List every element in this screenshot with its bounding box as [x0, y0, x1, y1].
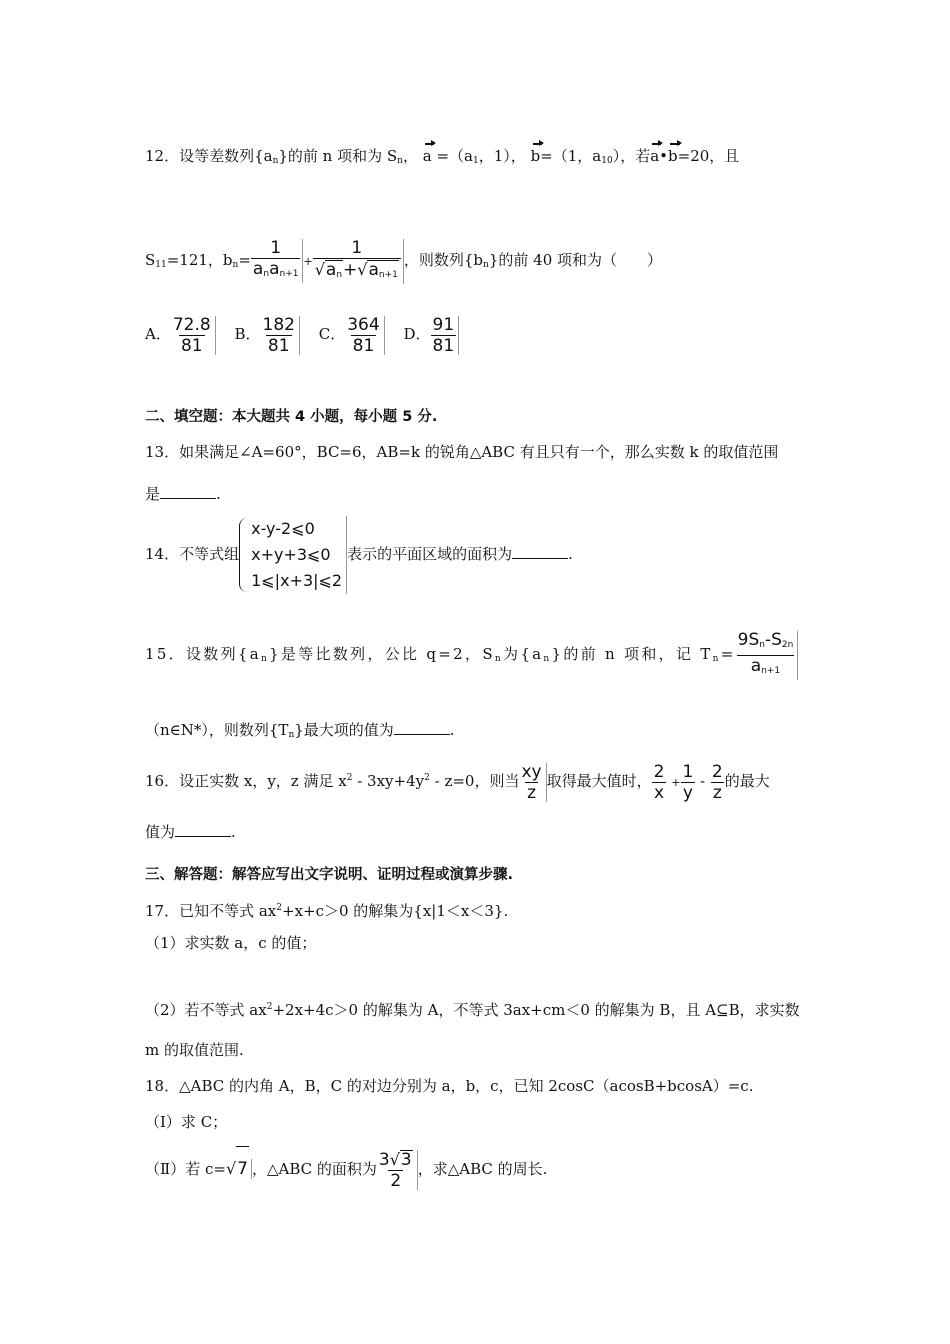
fraction-denominator — [251, 258, 301, 283]
answer-blank[interactable] — [394, 720, 450, 735]
q17-line3 — [145, 997, 800, 1020]
fraction-bn-part2 — [313, 239, 404, 284]
q18-line2: （Ⅰ）求 C； — [145, 1113, 228, 1131]
q17-text: +2x+4c＞0 的解集为 A，不等式 3ax+cm＜0 的解集为 B，且 A⊆B，求实数 — [272, 1001, 800, 1019]
fraction-denominator — [313, 258, 401, 284]
q15-sub: n — [543, 654, 552, 664]
q12-sub: n — [272, 156, 279, 166]
fraction-1-over-y — [680, 763, 695, 802]
q15-sub: n — [712, 654, 721, 664]
option-d[interactable] — [403, 312, 459, 356]
math-sub: n+1 — [761, 665, 781, 676]
fraction-numerator: 1 — [682, 761, 694, 782]
fraction-numerator: xy — [521, 761, 542, 782]
fraction-denominator: z — [712, 782, 722, 803]
sqrt-icon: √ — [314, 259, 325, 279]
q13-text: 是 — [145, 485, 161, 503]
q12-text: 12．设等差数列{a — [145, 147, 273, 165]
math-sub: n+1 — [378, 269, 398, 280]
option-fraction — [431, 316, 460, 355]
sqrt-icon: √ — [225, 1159, 237, 1178]
q16-text: 值为 — [145, 823, 176, 841]
math-symbol: -S — [764, 629, 782, 650]
fraction-xy-over-z — [519, 763, 546, 802]
q12-text: }的前 n 项和为 S — [278, 147, 398, 165]
q12-sub: n — [397, 156, 403, 166]
fraction-numerator: 91 — [432, 314, 455, 335]
dot-operator: • — [659, 147, 669, 165]
q16-text: 取得最大值时， — [546, 772, 652, 790]
fraction-numerator: 364 — [347, 314, 380, 335]
fraction-denominator: y — [682, 782, 693, 803]
q14-text: 表示的平面区域的面积为 — [347, 545, 513, 563]
q15-text: }的前 n 项和，记 T — [551, 645, 713, 663]
q18-text: ，△ABC 的面积为 — [251, 1160, 377, 1178]
q12-sub: 10 — [601, 156, 613, 166]
answer-blank[interactable] — [512, 544, 568, 559]
q16-text: . — [231, 823, 236, 841]
option-a[interactable] — [145, 312, 216, 356]
q15-text: （n∈N*），则数列{T — [145, 721, 289, 739]
q15-text: . — [449, 721, 455, 739]
sqrt-content — [367, 260, 398, 284]
option-label: D． — [403, 325, 431, 343]
q17-line2: （1）求实数 a，c 的值； — [145, 934, 317, 952]
q17-sup: 2 — [276, 903, 282, 913]
math-sub: n — [263, 269, 270, 279]
q15-sub: n — [494, 654, 504, 664]
fraction-bn-part1 — [251, 239, 304, 283]
fraction-tn — [736, 631, 799, 680]
q12-text: S — [145, 251, 156, 269]
q12-sub: 11 — [155, 260, 167, 270]
fraction-denominator: z — [527, 782, 536, 803]
option-label: A． — [145, 325, 171, 343]
vector-a: a — [423, 142, 432, 166]
math-symbol: a — [368, 259, 379, 280]
inequality-system — [239, 516, 347, 594]
q12-line1 — [145, 142, 739, 171]
math-sub: n — [336, 269, 343, 280]
option-fraction — [345, 316, 384, 355]
plus-sign: + — [343, 259, 358, 280]
q16-line2 — [145, 822, 236, 842]
fraction-denominator: 81 — [432, 335, 455, 356]
q16-text: 16．设正实数 x，y，z 满足 x — [145, 772, 347, 790]
q12-text: =（1，a — [540, 147, 602, 165]
q16-text: - z=0，则当 — [429, 772, 520, 790]
q16-text: 的最大 — [724, 772, 770, 790]
q15-text: = — [720, 645, 736, 663]
sqrt-icon: √ — [357, 259, 368, 279]
sqrt-icon: √ — [389, 1150, 400, 1169]
sqrt-content: 3 — [400, 1150, 412, 1170]
fraction-numerator — [736, 631, 796, 655]
vector-a: a — [650, 142, 659, 166]
q16-sup: 2 — [424, 773, 430, 783]
math-sub: n+1 — [279, 269, 299, 279]
q15-sub: n — [260, 654, 270, 664]
q13-line2 — [145, 484, 221, 504]
q13-text: . — [216, 485, 221, 503]
fraction-area — [377, 1150, 418, 1190]
q18-text: ，求△ABC 的周长. — [417, 1160, 548, 1178]
left-brace-icon — [239, 518, 248, 592]
q15-sub: n — [288, 730, 295, 740]
q15-line2 — [145, 720, 455, 745]
q12-line2 — [145, 238, 662, 287]
option-c[interactable] — [319, 312, 385, 356]
fraction-denominator — [737, 655, 794, 680]
q12-text: }的前 40 项和为（ ） — [488, 251, 663, 269]
q18-line1: 18．△ABC 的内角 A，B，C 的对边分别为 a，b，c，已知 2cosC（acosB+bcosA）=c. — [145, 1077, 754, 1095]
vector-b: b — [668, 142, 678, 166]
inequality-row: x-y-2⩽0 — [251, 519, 315, 538]
q13-line1: 13．如果满足∠A=60°，BC=6，AB=k 的锐角△ABC 有且只有一个，那么实数 k 的取值范围 — [145, 443, 779, 461]
fraction-numerator: 72.8 — [172, 314, 211, 335]
fraction-numerator: 1 — [270, 238, 282, 258]
q15-text: }是等比数列，公比 q=2，S — [269, 645, 495, 663]
fraction-numerator: 2 — [653, 761, 665, 782]
plus-sign: + — [303, 255, 313, 268]
fraction-denominator: 81 — [267, 335, 290, 356]
q14-text: 14．不等式组 — [145, 545, 240, 563]
section-title-solutions: 三、解答题：解答应写出文字说明、证明过程或演算步骤. — [145, 867, 514, 883]
q17-text: +x+c＞0 的解集为{x|1＜x＜3}. — [282, 902, 509, 920]
math-symbol: a — [325, 259, 337, 280]
q17-text: （2）若不等式 ax — [145, 1001, 267, 1019]
math-symbol: 9S — [737, 629, 760, 650]
q15-line1 — [145, 626, 798, 687]
vector-b: b — [531, 142, 541, 166]
q12-text: =（a — [431, 147, 473, 165]
q12-sub: n — [483, 260, 489, 270]
q18-text: （Ⅱ）若 c= — [145, 1160, 226, 1178]
option-label: C． — [318, 325, 346, 343]
q17-line4: m 的取值范围. — [145, 1041, 244, 1059]
answer-blank[interactable] — [160, 484, 216, 499]
q12-text: ，1）， — [478, 147, 526, 165]
q12-text: ， — [402, 147, 418, 165]
q17-sup: 2 — [266, 1002, 273, 1012]
minus-sign: - — [700, 772, 706, 790]
q12-text: = — [238, 251, 251, 269]
sqrt-7 — [226, 1159, 252, 1179]
q17-text: 17．已知不等式 ax — [145, 902, 277, 920]
q12-text: =121，b — [166, 251, 233, 269]
fraction-2-over-z — [710, 763, 725, 802]
answer-blank[interactable] — [175, 822, 231, 837]
math-symbol: a — [750, 655, 762, 676]
sqrt-content: 7 — [236, 1146, 249, 1191]
q15-text: }最大项的值为 — [294, 721, 394, 739]
plus-sign: + — [671, 776, 681, 789]
fraction-numerator: 2 — [711, 761, 723, 782]
math-sub: 2n — [781, 639, 794, 650]
q12-text: =20，且 — [677, 147, 740, 165]
q15-text: 15．设数列{a — [145, 645, 261, 663]
option-label: B． — [234, 325, 261, 343]
q15-text: 为{a — [503, 645, 544, 663]
q14-line — [145, 514, 573, 594]
q16-line1 — [145, 756, 770, 805]
q12-sub: n — [232, 260, 239, 270]
q17-line1 — [145, 898, 508, 921]
inequality-row: 1⩽|x+3|⩽2 — [251, 571, 343, 590]
q12-text: ），若 — [612, 147, 651, 165]
math-symbol: a — [269, 259, 280, 279]
q12-sub: 1 — [473, 156, 479, 166]
fraction-numerator: 182 — [262, 314, 295, 335]
inequality-row: x+y+3⩽0 — [251, 545, 331, 564]
fraction-denominator: 81 — [352, 335, 375, 356]
q16-sup: 2 — [346, 773, 353, 783]
section-title-fill-in: 二、填空题：本大题共 4 小题，每小题 5 分. — [145, 409, 438, 425]
fraction-numerator — [377, 1150, 415, 1170]
q12-options — [145, 312, 473, 356]
fraction-denominator: 2 — [390, 1171, 402, 1191]
q12-text: ，则数列{b — [403, 251, 484, 269]
option-fraction — [261, 316, 300, 355]
fraction-2-over-x — [652, 763, 667, 802]
q18-line3 — [145, 1146, 547, 1191]
math-sub: n — [759, 639, 765, 650]
math-symbol: a — [252, 259, 264, 279]
q16-text: - 3xy+4y — [352, 772, 425, 790]
fraction-denominator: 81 — [180, 335, 203, 356]
math-symbol: 3 — [378, 1150, 390, 1170]
option-fraction — [171, 316, 216, 355]
fraction-numerator: 1 — [351, 237, 363, 258]
q14-text: . — [568, 545, 573, 563]
fraction-denominator: x — [653, 782, 665, 803]
sqrt-content — [325, 260, 343, 284]
option-b[interactable] — [234, 312, 299, 356]
